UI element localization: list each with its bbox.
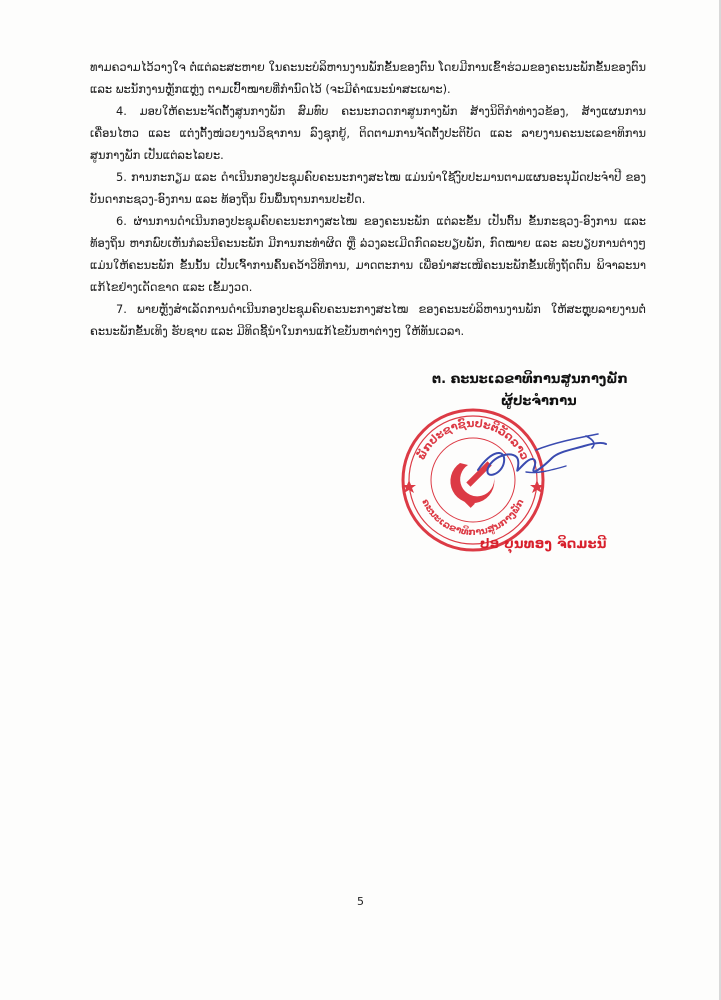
paragraph-item-5: 5. ການກະກຽມ ແລະ ດຳເນີນກອງປະຊຸມຄົບຄະນະກາງສະໄໝ ແມ່ນນຳໃຊ້ງົບປະມານຕາມແຜນອະນຸມັດປະຈຳປີ ຂອງບັນດາກະຊວງ-ອົງການ ແລະ ທ້ອງຖິ່ນ ບົນພື້ນຖານການປະຢັດ. — [90, 170, 646, 206]
handwritten-signature — [466, 420, 616, 500]
paragraph-item-7: 7. ພາຍຫຼັງສຳເລັດການດຳເນີນກອງປະຊຸມຄົບຄະນະກາງສະໄໝ ຂອງຄະນະບໍລິຫານງານພັກ ໃຫ້ສະຫຼຸບລາຍງານຕໍ່ຄະນະພັກຂັ້ນເທິງ ຮັບຊາບ ແລະ ມີທິດຊີ້ນຳໃນການແກ້ໄຂບັນຫາຕ່າງໆ ໃຫ້ທັນເວລາ. — [90, 302, 646, 338]
signer-name: ປອ ບຸນທອງ ຈິດມະນີ — [480, 537, 607, 552]
signatory-office: ຕ. ຄະນະເລຂາທິການສູນກາງພັກ — [432, 372, 628, 387]
page-number: 5 — [357, 895, 364, 908]
paragraph-item-4: 4. ມອບໃຫ້ຄະນະຈັດຕັ້ງສູນກາງພັກ ສົມທົບ ຄະນະກວດກາສູນກາງພັກ ສ້າງນິຕິກຳທ່າງວຂ້ອງ, ສ້າງແຜນການເຄື່ອນໄຫວ ແລະ ແຕ່ງຕັ້ງໜ່ວຍງານວິຊາການ ລົງຊຸກຍູ້, ຕິດຕາມການຈັດຕັ້ງປະຕິບັດ ແລະ ລາຍງານຄະນະເລຂາທິການສູນກາງພັກ ເປັນແຕ່ລະໄລຍະ. — [90, 104, 646, 162]
document-body — [90, 56, 646, 342]
signatory-role: ຜູ້ປະຈຳການ — [501, 394, 577, 409]
paragraph-item-6: 6. ຜ່ານການດຳເນີນກອງປະຊຸມຄົບຄະນະກາງສະໄໝ ຂອງຄະນະພັກ ແຕ່ລະຂັ້ນ ເປັນຕົ້ນ ຂັ້ນກະຊວງ-ອົງການ ແລະ ທ້ອງຖິ່ນ ຫາກພົບເຫັນກໍລະນີຄະນະພັກ ມີການກະທຳຜິດ ຫຼື ລ່ວງລະເມີດກົດລະບຽບພັກ, ກົດໝາຍ ແລະ ລະບຽບການຕ່າງໆ ແມ່ນໃຫ້ຄະນະພັກ ຂັ້ນນັ້ນ ເປັນເຈົ້າການຄົ້ນຄວ້າວິທີການ, ມາດຕະການ ເພື່ອນຳສະເໜີຄະນະພັກຂັ້ນເທິງຖັດຕົນ ພິຈາລະນາແກ້ໄຂຢ່າງເດັດຂາດ ແລະ ເຂັ້ມງວດ. — [90, 214, 646, 294]
paragraph-continuation: ທາມຄວາມໄວ້ວາງໃຈ ຕໍ່ແຕ່ລະສະຫາຍ ໃນຄະນະບໍລິຫານງານພັກຂັ້ນຂອງຕົນ ໂດຍມີການເຂົ້າຮ່ວມຂອງຄະນະພັກຂັ້ນຂອງຕົນ ແລະ ພະນັກງານຫຼັກແຫຼ່ງ ຕາມເປົ້າໝາຍທີ່ກຳນົດໄວ້ (ຈະມີຄຳແນະນຳສະເພາະ). — [90, 60, 646, 96]
stamp-bottom-text: ຄະນະເລຂາທິການສູນກາງພັກ — [419, 497, 527, 539]
stamp-top-text: ພັກປະຊາຊົນປະຕິວັດລາວ — [414, 416, 532, 463]
